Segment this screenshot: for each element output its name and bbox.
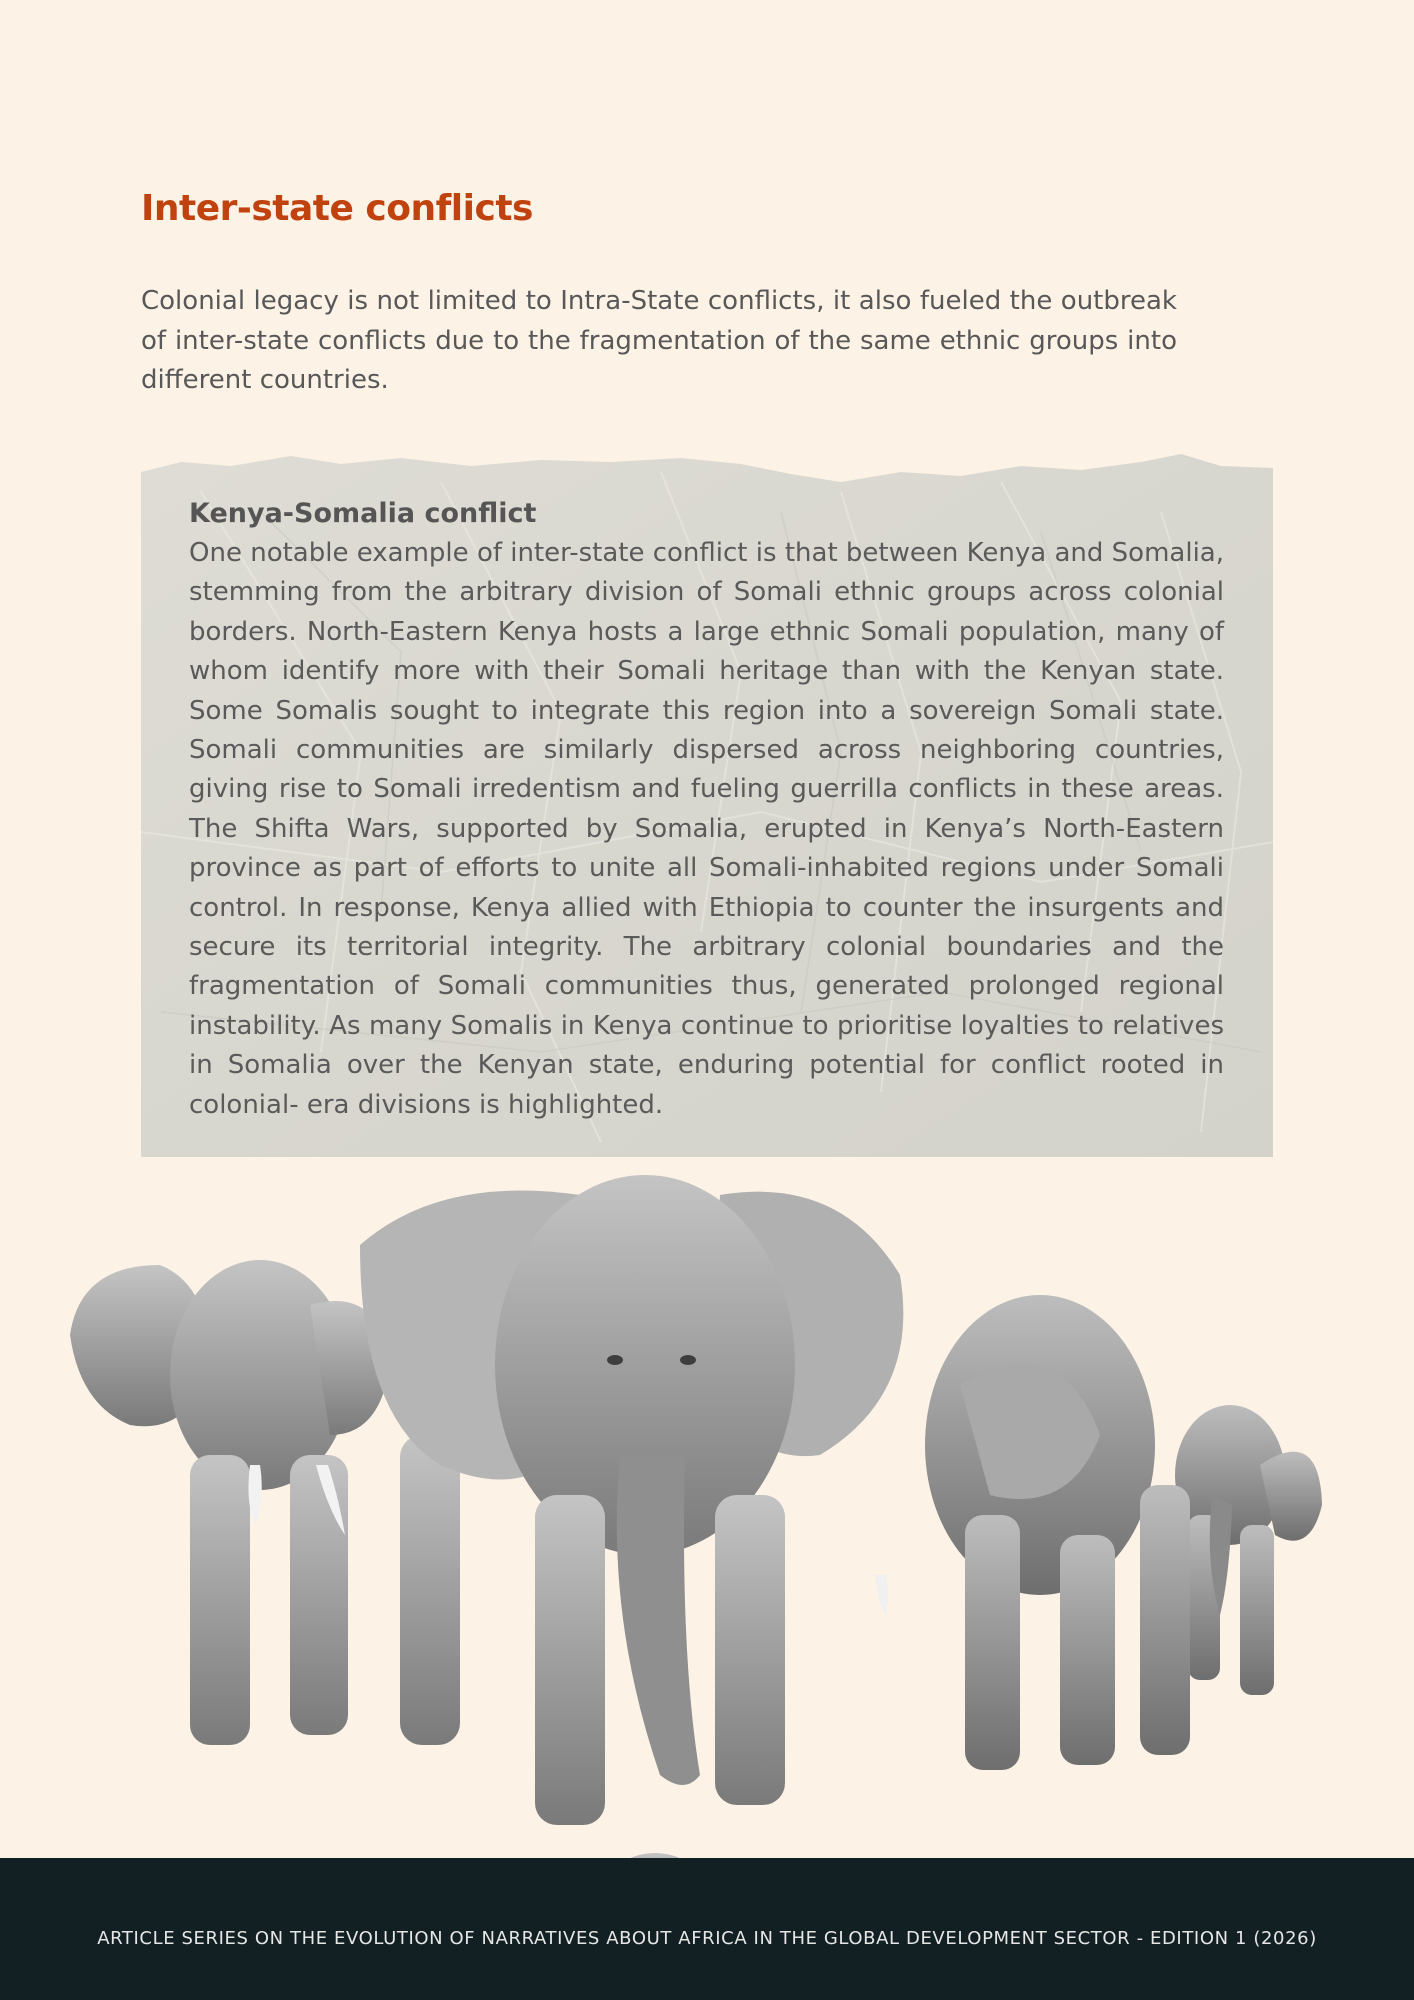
intro-paragraph: Colonial legacy is not limited to Intra-State conflicts, it also fueled the outbreak of inter-state conflicts due to the fragmentation of the same ethnic groups into different countries. [141,286,1177,395]
case-study-body: One notable example of inter-state conflict is that between Kenya and Somalia, stemming from the arbitrary division of Somali ethnic groups across colonial borders. North-Eastern Kenya hosts a large ethnic Somali population, many of whom identify more with their Somali heritage than with the Kenyan state. Some Somalis sought to integrate this region into a sovereign Somali state. Somali communities are similarly dispersed across neighboring countries, giving rise to Somali irredentism and fueling guerrilla conflicts in these areas. The Shifta Wars, supported by Somalia, erupted in Kenya’s North-Eastern province as part of efforts to unite all Somali-inhabited regions under Somali control. In response, Kenya allied with Ethiopia to counter the insurgents and secure its territorial integrity. The arbitrary colonial boundaries and the fragmentation of Somali communities thus, generated prolonged regional instability. As many Somalis in Kenya continue to prioritise loyalties to relatives in Somalia over the Kenyan state, enduring potential for conflict rooted in colonial- era divisions is highlighted. [189,538,1224,1120]
elephant-herd-image [60,1135,1350,1915]
case-study-box [141,452,1273,1157]
page-title: Inter-state conflicts [141,188,533,229]
footer-text: ARTICLE SERIES ON THE EVOLUTION OF NARRATIVES ABOUT AFRICA IN THE GLOBAL DEVELOPMENT SECTOR - EDITION 1 (2026) [97,1928,1317,1949]
case-study-title: Kenya-Somalia conflict [189,498,537,529]
footer-bar [0,1858,1414,2000]
